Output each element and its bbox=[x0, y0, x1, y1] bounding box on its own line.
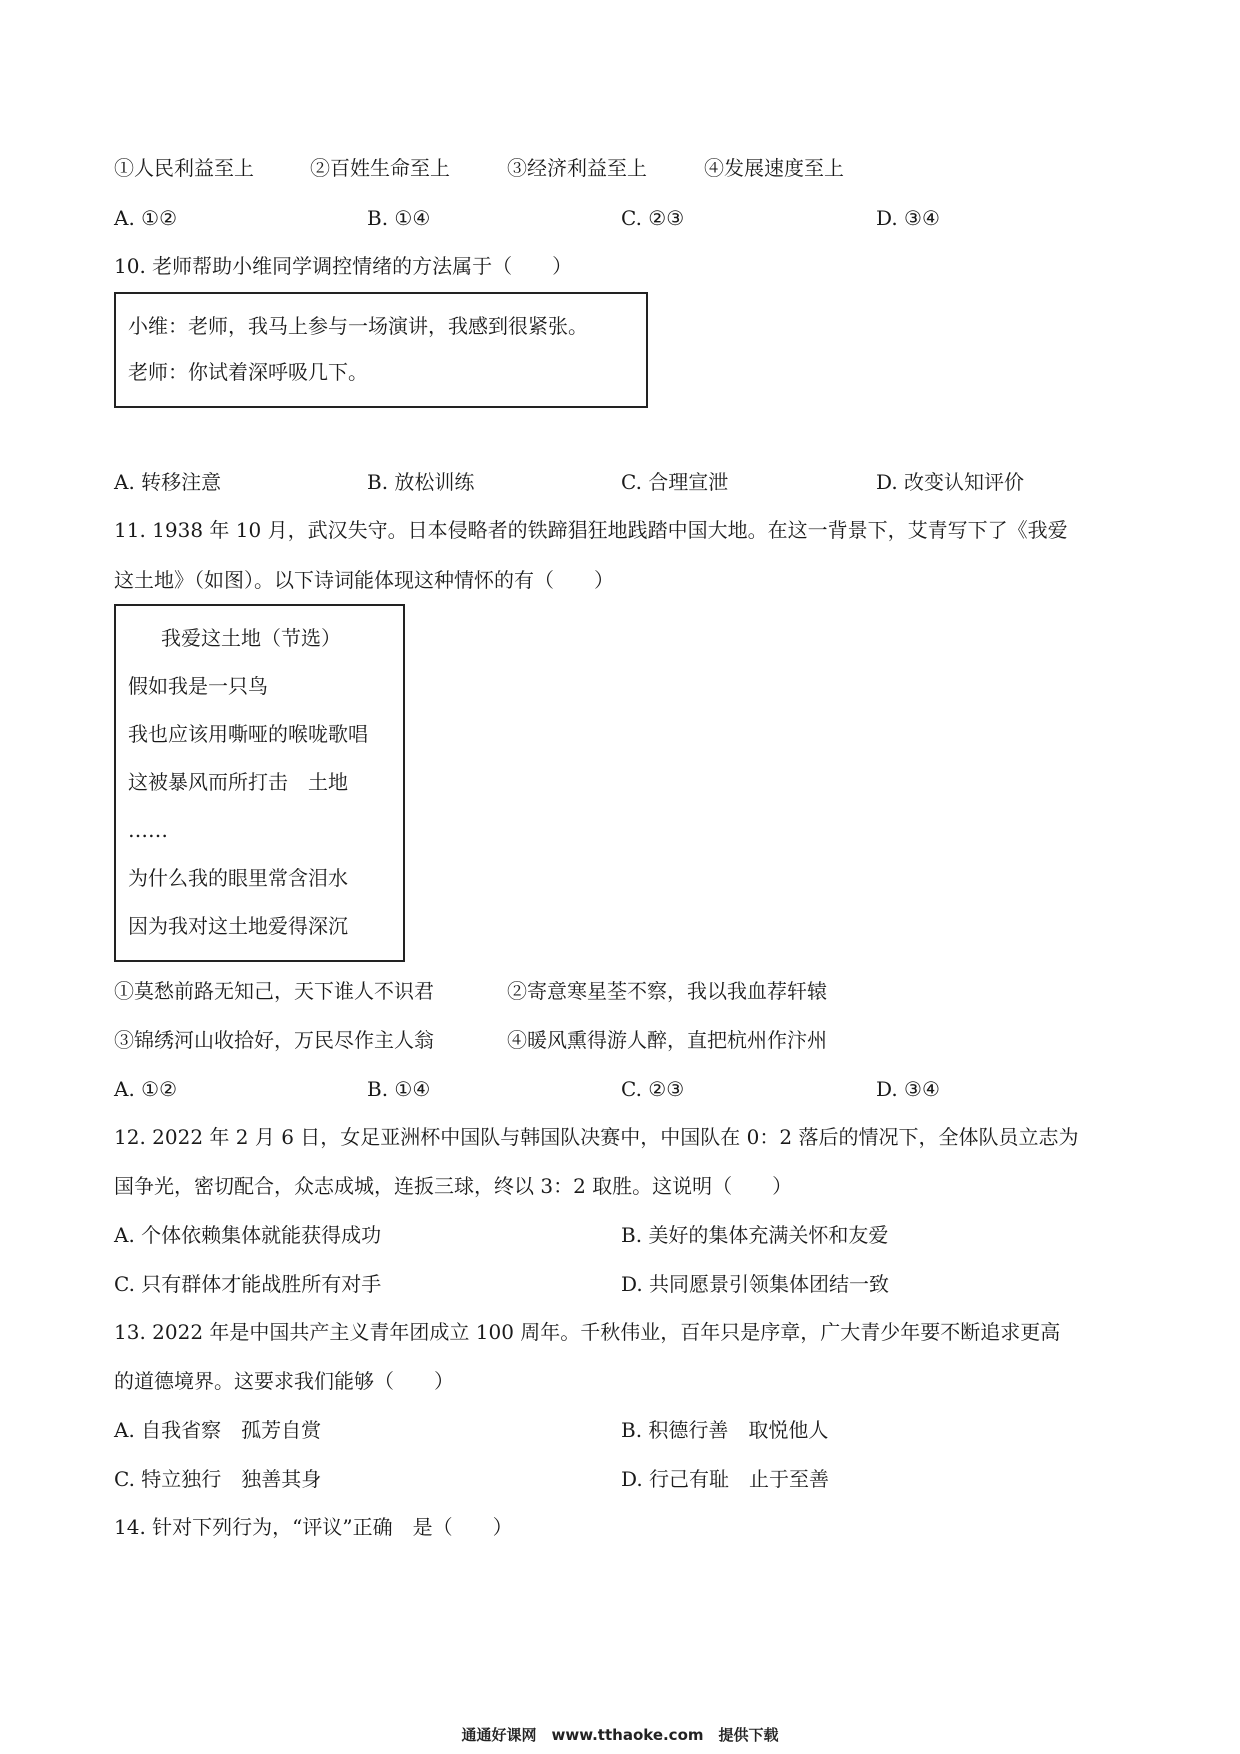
q12-stem-line-2: 国争光，密切配合，众志成城，连扳三球，终以 3：2 取胜。这说明（ ） bbox=[114, 1174, 793, 1198]
q11-poem-line-3: 这被暴风而所打击 土地 bbox=[128, 770, 348, 794]
q11-poem-title: 我爱这土地（节选） bbox=[161, 626, 341, 650]
q11-option-b: B. ①④ bbox=[367, 1077, 431, 1101]
q9-option-a: A. ①② bbox=[114, 206, 178, 230]
q9-statement-1: ①人民利益至上 bbox=[114, 156, 254, 180]
q13-option-d: D. 行己有耻 止于至善 bbox=[621, 1467, 830, 1491]
q9-options bbox=[114, 204, 1124, 232]
q11-option-d: D. ③④ bbox=[876, 1077, 940, 1101]
q12-stem-line-1: 12. 2022 年 2 月 6 日，女足亚洲杯中国队与韩国队决赛中，中国队在 0：2 落后的情况下，全体队员立志为 bbox=[114, 1125, 1079, 1149]
q13-stem-line-1: 13. 2022 年是中国共产主义青年团成立 100 周年。千秋伟业，百年只是序章，广大青少年要不断追求更高 bbox=[114, 1320, 1061, 1344]
q10-option-d: D. 改变认知评价 bbox=[876, 470, 1025, 494]
q10-dialogue-line-1: 小维：老师，我马上参与一场演讲，我感到很紧张。 bbox=[128, 314, 588, 338]
q11-statement-1: ①莫愁前路无知己，天下谁人不识君 bbox=[114, 979, 434, 1003]
q10-dialogue-box bbox=[114, 292, 648, 408]
q12-options-row-1 bbox=[114, 1221, 1124, 1249]
q10-option-b: B. 放松训练 bbox=[367, 470, 475, 494]
q12-option-a: A. 个体依赖集体就能获得成功 bbox=[114, 1223, 382, 1247]
q10-option-a: A. 转移注意 bbox=[114, 470, 222, 494]
q11-poem-line-2: 我也应该用嘶哑的喉咙歌唱 bbox=[128, 722, 368, 746]
q13-option-c: C. 特立独行 独善其身 bbox=[114, 1467, 322, 1491]
q9-statement-3: ③经济利益至上 bbox=[507, 156, 647, 180]
q10-stem: 10. 老师帮助小维同学调控情绪的方法属于（ ） bbox=[114, 254, 573, 278]
q13-option-b: B. 积德行善 取悦他人 bbox=[621, 1418, 829, 1442]
q9-statement-4: ④发展速度至上 bbox=[704, 156, 844, 180]
q11-poem-box bbox=[114, 604, 405, 962]
q12-option-b: B. 美好的集体充满关怀和友爱 bbox=[621, 1223, 889, 1247]
q13-option-a: A. 自我省察 孤芳自赏 bbox=[114, 1418, 322, 1442]
q11-option-c: C. ②③ bbox=[621, 1077, 685, 1101]
q11-stem-line-1: 11. 1938 年 10 月，武汉失守。日本侵略者的铁蹄猖狂地践踏中国大地。在这一背景下，艾青写下了《我爱 bbox=[114, 518, 1068, 542]
q11-option-a: A. ①② bbox=[114, 1077, 178, 1101]
q11-stem-line-2: 这土地》（如图）。以下诗词能体现这种情怀的有（ ） bbox=[114, 568, 614, 592]
q11-statements-row-2 bbox=[114, 1026, 1124, 1054]
q11-statement-4: ④暖风熏得游人醉，直把杭州作汴州 bbox=[507, 1028, 827, 1052]
q14-stem: 14. 针对下列行为，“评议”正确 是（ ） bbox=[114, 1515, 513, 1539]
q11-statement-3: ③锦绣河山收拾好，万民尽作主人翁 bbox=[114, 1028, 434, 1052]
q13-stem-line-2: 的道德境界。这要求我们能够（ ） bbox=[114, 1369, 454, 1393]
q10-option-c: C. 合理宣泄 bbox=[621, 470, 729, 494]
q11-poem-line-6: 因为我对这土地爱得深沉 bbox=[128, 914, 348, 938]
q12-options-row-2 bbox=[114, 1270, 1124, 1298]
footer-source-credit: 通通好课网 www.tthaoke.com 提供下载 bbox=[461, 1726, 779, 1744]
q11-options bbox=[114, 1075, 1124, 1103]
q11-poem-line-1: 假如我是一只鸟 bbox=[128, 674, 268, 698]
q13-options-row-2 bbox=[114, 1465, 1124, 1493]
q11-poem-line-5: 为什么我的眼里常含泪水 bbox=[128, 866, 348, 890]
q10-options bbox=[114, 468, 1124, 496]
q12-option-d: D. 共同愿景引领集体团结一致 bbox=[621, 1272, 890, 1296]
q11-poem-line-4: …… bbox=[128, 818, 168, 842]
q11-statements-row-1 bbox=[114, 977, 1124, 1005]
q12-option-c: C. 只有群体才能战胜所有对手 bbox=[114, 1272, 382, 1296]
q13-options-row-1 bbox=[114, 1416, 1124, 1444]
q9-statement-2: ②百姓生命至上 bbox=[310, 156, 450, 180]
q11-statement-2: ②寄意寒星荃不察，我以我血荐轩辕 bbox=[507, 979, 827, 1003]
q9-statements bbox=[114, 154, 1124, 182]
q9-option-c: C. ②③ bbox=[621, 206, 685, 230]
q9-option-b: B. ①④ bbox=[367, 206, 431, 230]
q9-option-d: D. ③④ bbox=[876, 206, 940, 230]
q10-dialogue-line-2: 老师：你试着深呼吸几下。 bbox=[128, 360, 368, 384]
